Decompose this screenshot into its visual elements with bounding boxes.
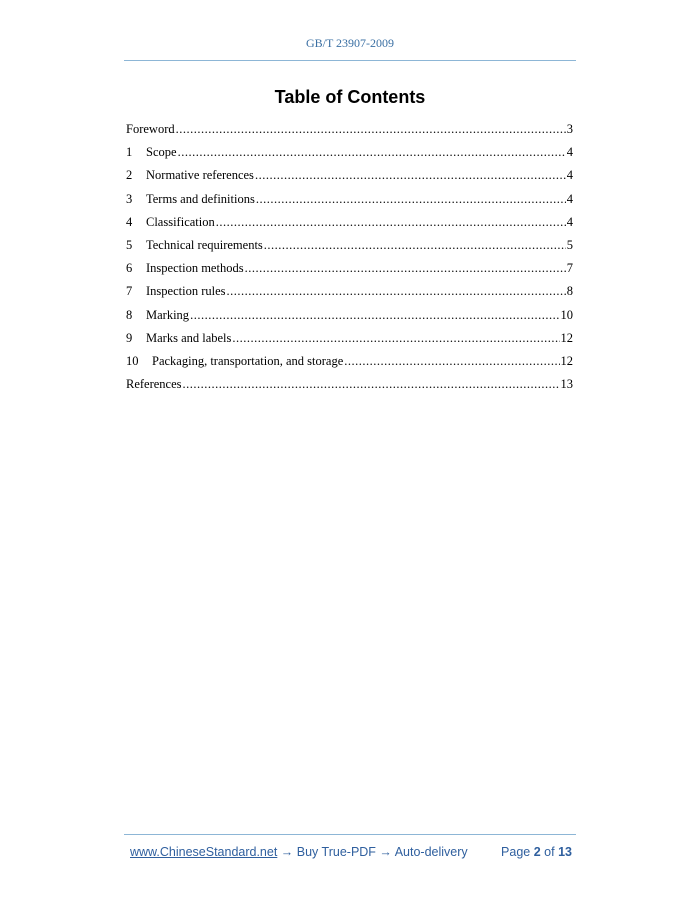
page-current: 2	[533, 845, 541, 859]
document-footer	[130, 845, 572, 859]
page-label: Page	[501, 845, 531, 859]
toc-dot-leader	[255, 165, 566, 185]
toc-entry-number: 4	[126, 214, 133, 229]
toc-dot-leader	[264, 235, 566, 255]
toc-entry-page: 4	[566, 214, 573, 229]
toc-entry-inspection-methods[interactable]	[126, 258, 573, 281]
toc-entry-number: 7	[126, 284, 133, 299]
page-of: of	[544, 845, 555, 859]
standard-code: GB/T 23907-2009	[305, 36, 395, 50]
toc-entry-text: Marks and labels	[146, 330, 232, 345]
toc-entry-text: Inspection methods	[146, 261, 244, 276]
toc-dot-leader	[190, 305, 559, 325]
toc-entry-page: 4	[566, 145, 573, 160]
toc-dot-leader	[176, 119, 566, 139]
page-indicator	[501, 845, 572, 859]
header-divider	[124, 60, 576, 61]
toc-dot-leader	[216, 212, 566, 232]
footer-tagline: → Buy True-PDF → Auto-delivery	[277, 845, 468, 859]
toc-entry-scope[interactable]	[126, 142, 573, 165]
toc-entry-text: Inspection rules	[146, 284, 226, 299]
toc-entry-marks-and-labels[interactable]	[126, 328, 573, 351]
toc-entry-page: 10	[560, 307, 573, 322]
document-header	[0, 36, 700, 51]
toc-dot-leader	[232, 328, 559, 348]
toc-dot-leader	[178, 142, 566, 162]
toc-entry-text: Marking	[146, 307, 190, 322]
toc-entry-inspection-rules[interactable]	[126, 281, 573, 304]
toc-entry-classification[interactable]	[126, 212, 573, 235]
toc-entry-text: References	[126, 377, 182, 392]
website-link[interactable]: www.ChineseStandard.net	[130, 845, 278, 859]
toc-entry-terms-and-definitions[interactable]	[126, 189, 573, 212]
toc-entry-number: 5	[126, 237, 133, 252]
toc-entry-text: Packaging, transportation, and storage	[152, 353, 344, 368]
toc-entry-page: 5	[566, 237, 573, 252]
toc-entry-number: 3	[126, 191, 133, 206]
toc-entry-page: 13	[560, 377, 573, 392]
toc-dot-leader	[256, 189, 566, 209]
toc-entry-text: Foreword	[126, 122, 175, 136]
footer-promo	[130, 845, 468, 859]
toc-entry-text: Terms and definitions	[146, 191, 255, 206]
toc-dot-leader	[344, 351, 559, 371]
toc-entry-page: 8	[566, 284, 573, 299]
toc-entry-text: Normative references	[146, 168, 254, 183]
toc-dot-leader	[227, 281, 566, 301]
toc-list	[126, 119, 573, 397]
toc-entry-page: 4	[566, 191, 573, 206]
toc-entry-text: Classification	[146, 214, 215, 229]
toc-entry-page: 12	[560, 330, 573, 345]
toc-entry-page: 7	[566, 261, 573, 276]
toc-entry-text: Scope	[146, 145, 177, 160]
toc-entry-number: 10	[126, 353, 139, 368]
toc-entry-page: 3	[566, 122, 573, 136]
toc-entry-foreword[interactable]	[126, 119, 573, 142]
page-total: 13	[558, 845, 572, 859]
toc-dot-leader	[183, 374, 560, 394]
toc-entry-number: 8	[126, 307, 133, 322]
toc-dot-leader	[245, 258, 566, 278]
toc-entry-number: 1	[126, 145, 133, 160]
toc-entry-page: 4	[566, 168, 573, 183]
toc-entry-number: 9	[126, 330, 133, 345]
toc-entry-technical-requirements[interactable]	[126, 235, 573, 258]
toc-title: Table of Contents	[274, 87, 426, 107]
toc-entry-page: 12	[560, 353, 573, 368]
toc-entry-references[interactable]	[126, 374, 573, 397]
toc-entry-packaging[interactable]	[126, 351, 573, 374]
toc-entry-number: 2	[126, 168, 133, 183]
toc-entry-number: 6	[126, 261, 133, 276]
toc-entry-text: Technical requirements	[146, 237, 263, 252]
footer-divider	[124, 834, 576, 835]
toc-entry-marking[interactable]	[126, 305, 573, 328]
toc-entry-normative-references[interactable]	[126, 165, 573, 188]
